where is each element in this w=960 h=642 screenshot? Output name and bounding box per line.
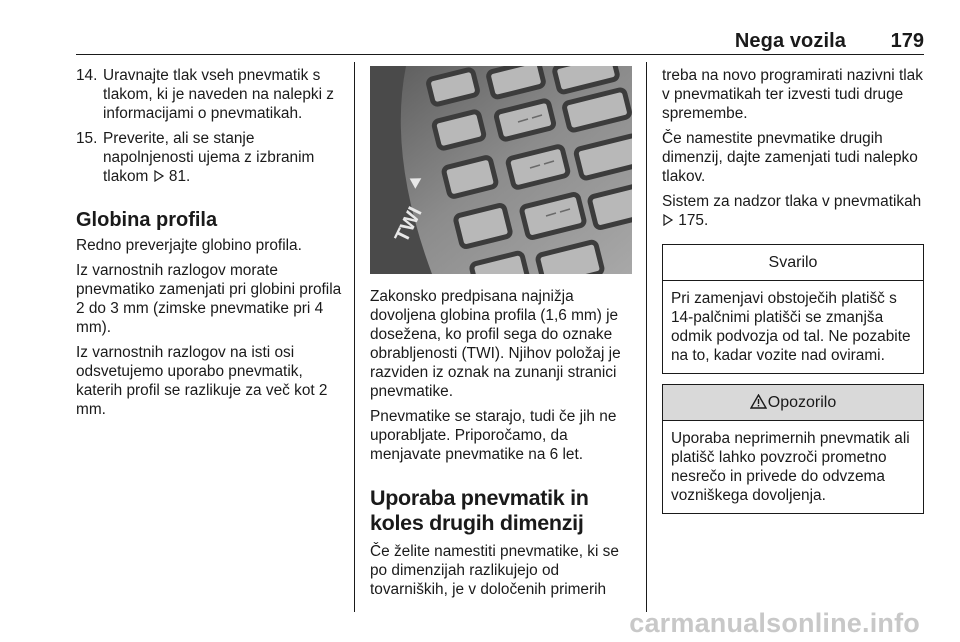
column-1	[76, 66, 344, 425]
warning-box-text: Uporaba neprimernih pnevmatik ali platišč lahko povzroči prometno nesrečo in privede do odvzema vozniškega dovoljenja.	[671, 430, 910, 504]
paragraph: Iz varnostnih razlogov morate pnevmatiko zamenjati pri globini profila 2 do 3 mm (zimske pnevmatike pri 4 mm).	[76, 262, 342, 336]
column-divider-2	[646, 62, 647, 612]
caution-box-text: Pri zamenjavi obstoječih platišč s 14-palčnimi platišči se zmanjša odmik podvozja od tal. Ne pozabite na to, kadar vozite nad ovirami.	[671, 290, 911, 364]
paragraph: Pnevmatike se starajo, tudi če jih ne uporabljate. Priporočamo, da menjavate pnevmatike na 6 let.	[370, 408, 617, 463]
paragraph: Iz varnostnih razlogov na isti osi odsvetujemo uporabo pnevmatik, katerih profil se razlikuje za več kot 2 mm.	[76, 344, 328, 418]
paragraph: Zakonsko predpisana najnižja dovoljena globina profila (1,6 mm) je dosežena, ko profil sega do oznake obrabljenosti (TWI). Njihov položaj je razviden iz oznak na zunanji stranici pnevmatike.	[370, 288, 621, 400]
page-reference-link[interactable]: 81	[168, 168, 187, 185]
paragraph: Sistem za nadzor tlaka v pnevmatikah 175.	[662, 193, 922, 229]
page-reference-icon	[662, 214, 674, 226]
list-item: 15. Preverite, ali se stanje napolnjenosti ujema z izbranim tlakom 81.	[76, 130, 315, 185]
list-item-text: Uravnajte tlak vseh pnevmatik s tlakom, ki je naveden na nalepki z informacijami o pnevmatikah.	[103, 67, 334, 122]
warning-box	[662, 384, 924, 514]
warning-box-header	[663, 385, 923, 421]
list-item-number: 14.	[76, 67, 98, 84]
paragraph: Če namestite pnevmatike drugih dimenzij, dajte zamenjati tudi nalepko tlakov.	[662, 130, 918, 185]
paragraph: Če želite namestiti pnevmatike, ki se po dimenzijah razlikujejo od tovarniških, je v določenih primerih	[370, 543, 619, 598]
list-item-number: 15.	[76, 130, 98, 147]
watermark: carmanualsonline.info	[629, 608, 920, 638]
list-item-text: Preverite, ali se stanje napolnjenosti ujema z izbranim tlakom	[103, 130, 315, 185]
column-3	[662, 66, 924, 514]
page-reference-icon	[153, 170, 165, 182]
header-title: Nega vozila	[734, 30, 846, 52]
paragraph: Redno preverjajte globino profila.	[76, 237, 302, 254]
tyre-tread-illustration	[370, 66, 632, 274]
page-header	[76, 30, 924, 55]
column-divider-1	[354, 62, 355, 612]
list-item	[76, 66, 344, 123]
page-reference-link[interactable]: 175	[678, 212, 704, 229]
caution-box	[662, 244, 924, 374]
column-2	[370, 66, 632, 605]
paragraph: treba na novo programirati nazivni tlak v pnevmatikah ter izvesti tudi druge spremembe.	[662, 67, 923, 122]
caution-box-title: Svarilo	[663, 245, 923, 281]
warning-box-title: Opozorilo	[767, 394, 837, 411]
twi-label: TWI	[390, 203, 427, 247]
section-heading-tread-depth: Globina profila	[76, 209, 218, 231]
section-heading-other-dimensions: Uporaba pnevmatik in koles drugih dimenzij	[370, 486, 589, 535]
warning-triangle-icon	[750, 394, 767, 409]
page-number: 179	[890, 30, 924, 52]
